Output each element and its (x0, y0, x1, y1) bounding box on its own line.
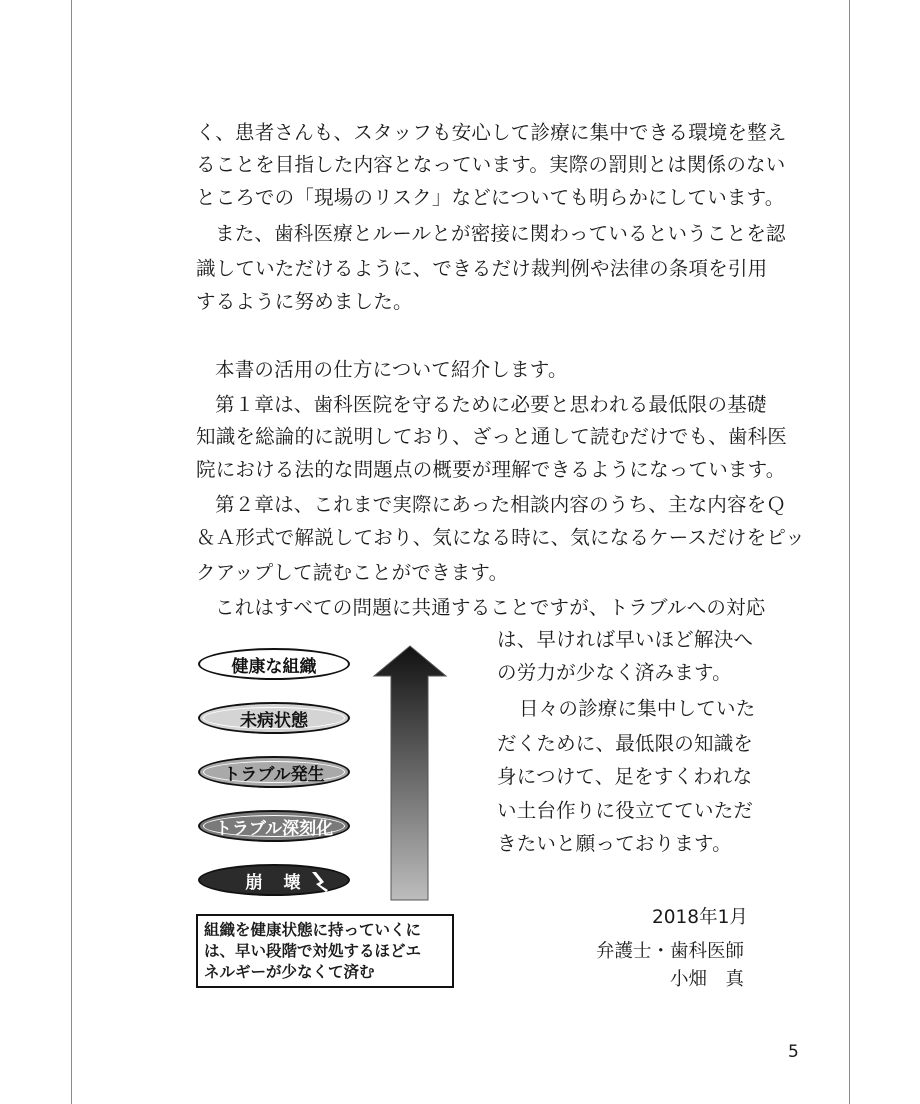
body-line: 第１章は、歯科医院を守るために必要と思われる最低限の基礎 (215, 393, 767, 416)
body-line: 第２章は、これまで実際にあった相談内容のうち、主な内容をＱ (215, 493, 787, 516)
page-border-right (849, 0, 850, 1104)
upward-arrow (372, 644, 448, 902)
body-line: するように努めました。 (196, 290, 413, 313)
signature-role: 弁護士・歯科医師 (596, 941, 745, 962)
stage-pill-trouble: トラブル発生 (198, 756, 350, 788)
page-number: 5 (788, 1042, 799, 1062)
body-line: ところでの「現場のリスク」などについても明らかにしています。 (196, 186, 785, 209)
body-line: これはすべての問題に共通することですが、トラブルへの対応 (215, 596, 766, 619)
caption-line: は、早い段階で対処するほどエ (204, 942, 422, 960)
signature-date: 2018年1月 (652, 907, 748, 928)
stage-pill-presymptomatic: 未病状態 (198, 702, 350, 734)
body-line: 識していただけるように、できるだけ裁判例や法律の条項を引用 (196, 257, 768, 280)
body-line: ることを目指した内容となっています。実際の罰則とは関係のない (196, 153, 786, 176)
caption-line: ネルギーが少なくて済む (204, 963, 375, 981)
body-line: 知識を総論的に説明しており、ざっと通して読むだけでも、歯科医 (196, 425, 788, 448)
side-line: い土台作りに役立てていただ (497, 799, 754, 822)
body-line: く、患者さんも、スタッフも安心して診療に集中できる環境を整え (196, 121, 787, 144)
signature-name: 小畑 真 (670, 969, 745, 990)
body-line: クアップして読むことができます。 (196, 561, 509, 584)
caption-line: 組織を健康状態に持っていくに (204, 921, 422, 939)
side-line: 身につけて、足をすくわれな (497, 765, 753, 788)
page-border-left (71, 0, 72, 1104)
crack-icon (308, 870, 332, 894)
side-line: の労力が少なく済みます。 (497, 661, 732, 684)
side-line: 日々の診療に集中していた (519, 697, 756, 720)
side-line: だくために、最低限の知識を (497, 732, 754, 755)
stage-pill-healthy: 健康な組織 (198, 648, 350, 680)
side-line: きたいと願っております。 (497, 832, 732, 855)
diagram-caption-box (196, 914, 454, 988)
stage-pill-serious-trouble: トラブル深刻化 (198, 810, 350, 842)
body-line: また、歯科医療とルールとが密接に関わっているということを認 (215, 222, 786, 245)
side-line: は、早ければ早いほど解決へ (497, 628, 754, 651)
stage-pill-collapse: 崩 壊 (198, 864, 350, 896)
body-line: 本書の活用の仕方について紹介します。 (215, 358, 568, 381)
body-line: 院における法的な問題点の概要が理解できるようになっています。 (196, 458, 786, 481)
body-line: ＆Ａ形式で解説しており、気になる時に、気になるケースだけをピッ (196, 526, 805, 549)
